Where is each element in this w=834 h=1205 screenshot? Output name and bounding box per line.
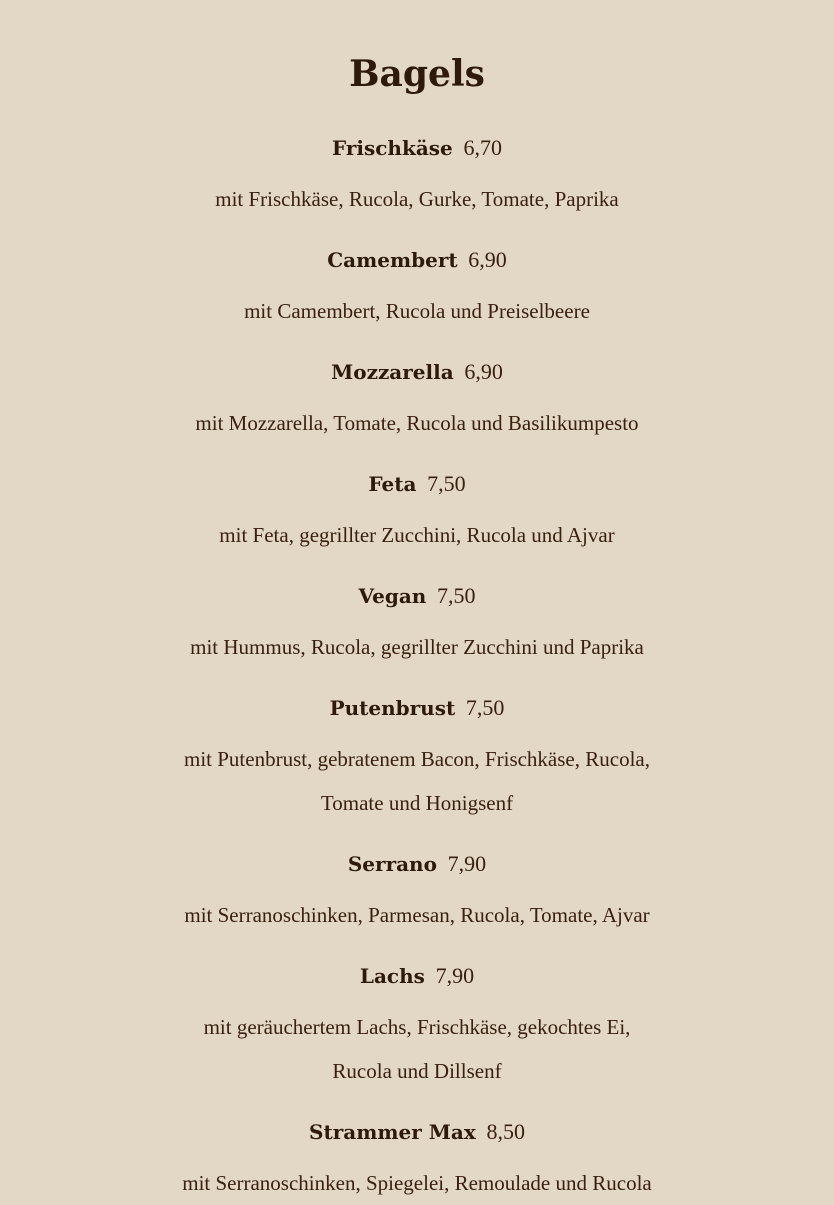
menu-item xyxy=(0,693,834,825)
menu-item xyxy=(0,849,834,937)
menu-item-description-line: mit Hummus, Rucola, gegrillter Zucchini und Paprika xyxy=(190,635,644,659)
menu-item-description-line: mit Feta, gegrillter Zucchini, Rucola und Ajvar xyxy=(219,523,615,547)
menu-item xyxy=(0,961,834,1093)
menu-item-description xyxy=(0,177,834,221)
menu-item-price: 7,50 xyxy=(427,471,466,496)
menu-item-name: Serrano xyxy=(347,852,437,876)
menu-item-description xyxy=(0,1161,834,1205)
menu-item-header xyxy=(0,961,834,991)
menu-item-name: Vegan xyxy=(358,584,427,608)
menu-item-name: Frischkäse xyxy=(332,136,453,160)
menu-item-description xyxy=(0,737,834,825)
menu-item-header xyxy=(0,1117,834,1147)
menu-item-description xyxy=(0,625,834,669)
menu-item-header xyxy=(0,469,834,499)
menu-item xyxy=(0,469,834,557)
menu-title: Bagels xyxy=(349,53,485,95)
menu-item-name: Lachs xyxy=(359,964,425,988)
menu-item-header xyxy=(0,357,834,387)
menu-item-price: 7,50 xyxy=(465,695,505,720)
menu-item-price: 6,90 xyxy=(464,359,503,384)
menu-item-header xyxy=(0,849,834,879)
menu-item xyxy=(0,245,834,333)
menu-item-description-line: Tomate und Honigsenf xyxy=(320,791,514,815)
menu-item-description xyxy=(0,1005,834,1093)
menu-item-description xyxy=(0,289,834,333)
menu-item-price: 8,50 xyxy=(486,1119,525,1144)
menu-item-price: 6,90 xyxy=(468,247,507,272)
menu-item-header xyxy=(0,693,834,723)
menu-item-description-line: mit Mozzarella, Tomate, Rucola und Basilikumpesto xyxy=(195,411,639,435)
menu-item-description-line: mit Frischkäse, Rucola, Gurke, Tomate, Paprika xyxy=(215,187,619,211)
menu-item-name: Feta xyxy=(368,472,417,496)
menu-item-name: Strammer Max xyxy=(309,1120,476,1144)
menu-item xyxy=(0,1117,834,1205)
menu-item-header xyxy=(0,581,834,611)
menu-item-description-line: mit Camembert, Rucola und Preiselbeere xyxy=(244,299,590,323)
menu-item-header xyxy=(0,245,834,275)
menu-item-name: Camembert xyxy=(327,248,458,272)
menu-item-name: Mozzarella xyxy=(331,360,454,384)
menu-item-description xyxy=(0,401,834,445)
menu-item-description-line: mit Serranoschinken, Parmesan, Rucola, Tomate, Ajvar xyxy=(184,903,650,927)
menu-item xyxy=(0,357,834,445)
menu-item-description-line: Rucola und Dillsenf xyxy=(332,1059,502,1083)
menu-item-header xyxy=(0,133,834,163)
menu-item-description xyxy=(0,893,834,937)
menu-item-price: 6,70 xyxy=(463,135,502,160)
menu-item-description-line: mit Serranoschinken, Spiegelei, Remoulade und Rucola xyxy=(182,1171,652,1195)
menu-item-price: 7,90 xyxy=(447,851,487,876)
menu-item-description-line: mit geräuchertem Lachs, Frischkäse, gekochtes Ei, xyxy=(203,1015,631,1039)
menu-item xyxy=(0,133,834,221)
menu-item-description-line: mit Putenbrust, gebratenem Bacon, Frischkäse, Rucola, xyxy=(184,747,650,771)
menu-item-name: Putenbrust xyxy=(329,696,456,720)
menu-item-description xyxy=(0,513,834,557)
menu-item xyxy=(0,581,834,669)
menu-item-price: 7,50 xyxy=(437,583,476,608)
menu-item-price: 7,90 xyxy=(435,963,475,988)
